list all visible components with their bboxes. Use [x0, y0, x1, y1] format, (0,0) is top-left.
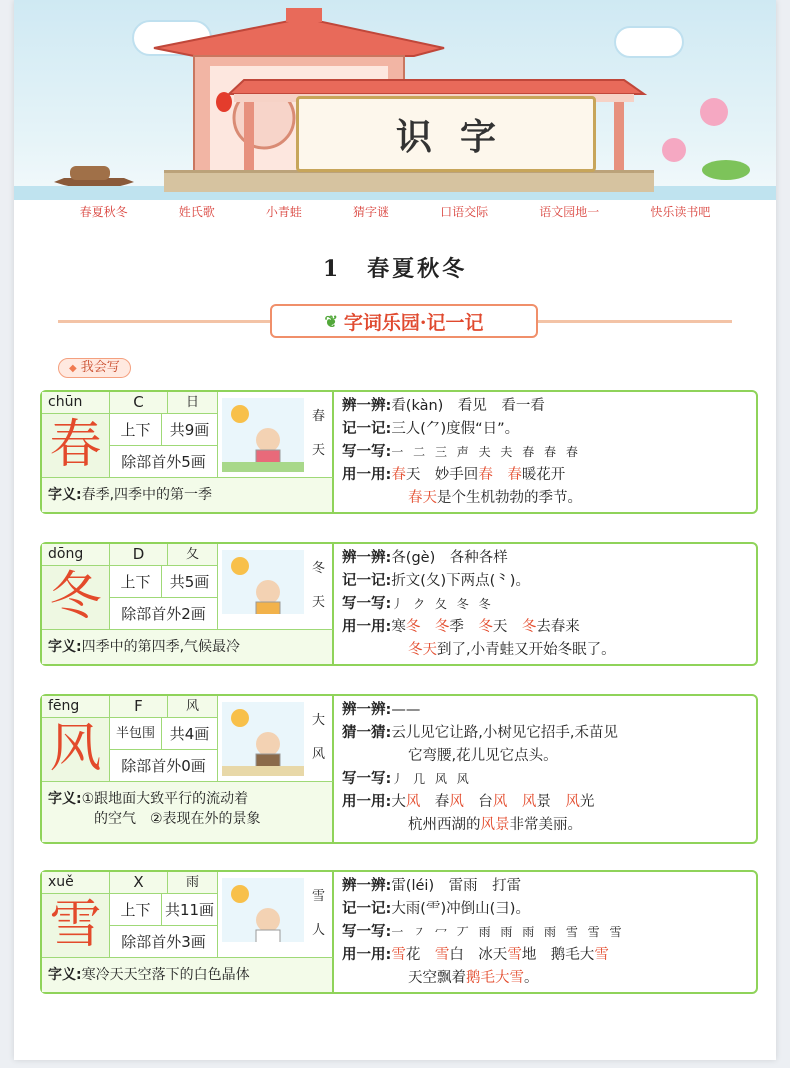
memorize-row — [342, 418, 752, 441]
nav-item[interactable]: 春夏秋冬 — [79, 205, 128, 219]
distinguish-row-label: 辨一辨: — [342, 398, 392, 414]
usage-highlight: 春 — [391, 467, 406, 483]
usage-highlight: 冬 — [405, 619, 421, 635]
usage-highlight: 雪 — [391, 947, 406, 963]
section-header — [270, 304, 538, 338]
usage-sentence — [342, 967, 752, 990]
usage-highlight: 雪 — [594, 947, 609, 963]
usage-highlight: 春天 — [408, 490, 437, 506]
bridge — [164, 170, 654, 192]
illustration-icon — [218, 872, 308, 956]
usage-text: 景 — [536, 794, 566, 810]
section-title: 字词乐园·记一记 — [343, 311, 484, 334]
usage-highlight: 春 — [507, 467, 522, 483]
main-character: 冬 — [42, 566, 110, 630]
picture-caption: 雪人 — [312, 889, 326, 938]
definition — [42, 958, 334, 992]
radical: 风 — [168, 696, 218, 718]
capital-letter: C — [110, 392, 168, 414]
illustration-image — [218, 872, 334, 958]
textbook-page — [14, 0, 776, 1060]
usage-text — [493, 467, 508, 483]
usage-highlight: 风景 — [480, 817, 510, 833]
divider — [538, 320, 732, 323]
picture-caption: 春天 — [312, 409, 326, 458]
nav-item[interactable]: 猜字谜 — [352, 205, 389, 219]
radical: 雨 — [168, 872, 218, 894]
illustration-image — [218, 392, 334, 478]
character-info-panel — [42, 544, 334, 664]
usage-highlight: 冬天 — [408, 642, 437, 658]
usage-row — [342, 464, 752, 487]
usage-highlight: 雪 — [434, 947, 450, 963]
practice-panel — [342, 395, 752, 510]
distinguish-row-label: 辨一辨: — [342, 878, 392, 894]
usage-highlight: 风 — [492, 794, 508, 810]
structure: 半包围 — [110, 718, 162, 750]
illustration-icon — [218, 544, 308, 628]
usage-label: 用一用: — [342, 467, 392, 483]
stroke-count: 共5画 — [162, 566, 218, 598]
stroke-order-row — [342, 593, 752, 616]
memorize-row-label: 记一记: — [342, 901, 392, 917]
stroke-count: 共4画 — [162, 718, 218, 750]
lesson-name: 春夏秋冬 — [367, 256, 468, 282]
riddle-row — [342, 722, 752, 745]
unit-title-plaque — [296, 96, 596, 172]
banner — [14, 0, 776, 200]
distinguish-row — [342, 547, 752, 570]
usage-highlight: 风 — [405, 794, 421, 810]
main-character: 春 — [42, 414, 110, 478]
usage-text: 是个生机勃勃的季节。 — [437, 490, 582, 506]
stroke-order-row — [342, 768, 752, 791]
memorize-row-label: 记一记: — [342, 573, 392, 589]
usage-highlight: 冬 — [434, 619, 450, 635]
divider — [58, 320, 270, 323]
riddle-row-text: 云儿见它让路,小树见它招手,禾苗见 — [391, 725, 619, 741]
definition-label: 字义: — [48, 639, 82, 655]
definition-label: 字义: — [48, 791, 82, 807]
pinyin: xuě — [42, 872, 110, 894]
main-character: 雪 — [42, 894, 110, 958]
stroke-order-row-text: 丿 ク 夂 冬 冬 — [391, 597, 494, 611]
memorize-row-text: 折文(夂)下两点(⺀)。 — [391, 573, 530, 589]
definition — [42, 478, 334, 512]
illustration-image — [218, 544, 334, 630]
distinguish-row-label: 辨一辨: — [342, 550, 392, 566]
main-character: 风 — [42, 718, 110, 782]
usage-text: 天 妙手回 — [405, 467, 479, 483]
distinguish-row-label: 辨一辨: — [342, 702, 392, 718]
stroke-count: 共9画 — [162, 414, 218, 446]
usage-text: 光 — [579, 794, 595, 810]
practice-panel — [342, 699, 752, 837]
structure: 上下 — [110, 894, 162, 926]
definition-label: 字义: — [48, 967, 82, 983]
usage-label: 用一用: — [342, 947, 392, 963]
stroke-order-row-label: 写一写: — [342, 596, 392, 612]
definition — [42, 630, 334, 664]
nav-item[interactable]: 口语交际 — [440, 205, 489, 219]
distinguish-row — [342, 699, 752, 722]
usage-text: 去春来 — [536, 619, 580, 635]
distinguish-row — [342, 875, 752, 898]
pinyin: dōng — [42, 544, 110, 566]
memorize-row-text: 三人(⺈)度假“日”。 — [391, 421, 520, 437]
usage-row — [342, 944, 752, 967]
illustration-image — [218, 696, 334, 782]
riddle-row-label: 猜一猜: — [342, 725, 392, 741]
stroke-order-row-label: 写一写: — [342, 771, 392, 787]
usage-highlight: 风 — [449, 794, 464, 810]
capital-letter: F — [110, 696, 168, 718]
usage-text: 寒 — [391, 619, 406, 635]
usage-highlight: 雪 — [507, 947, 522, 963]
usage-text: 大 — [391, 794, 406, 810]
lesson-nav — [14, 203, 776, 225]
radical: 日 — [168, 392, 218, 414]
nav-item[interactable]: 姓氏歌 — [178, 205, 215, 219]
usage-highlight: 冬 — [478, 619, 493, 635]
definition-line2: 的空气 ②表现在外的景象 — [94, 811, 261, 827]
usage-text: 花 — [405, 947, 435, 963]
pinyin: chūn — [42, 392, 110, 414]
stroke-order-row — [342, 441, 752, 464]
character-info-panel — [42, 392, 334, 512]
usage-row — [342, 616, 752, 639]
usage-text: 。 — [524, 970, 539, 986]
usage-label: 用一用: — [342, 619, 392, 635]
usage-text: 天 — [492, 619, 522, 635]
subsection-tag: ◆ 我会写 — [58, 358, 131, 378]
nav-item[interactable]: 小青蛙 — [265, 205, 302, 219]
usage-text — [507, 794, 522, 810]
usage-row — [342, 791, 752, 814]
character-card — [40, 870, 758, 994]
character-card — [40, 694, 758, 844]
usage-highlight: 风 — [565, 794, 580, 810]
picture-caption: 大风 — [312, 713, 326, 762]
structure: 上下 — [110, 414, 162, 446]
usage-text: 非常美丽。 — [509, 817, 582, 833]
stroke-order-row-text: 丿 几 风 风 — [391, 772, 472, 786]
leaf-icon: ❦ — [324, 311, 338, 331]
usage-text: 到了,小青蛙又开始冬眠了。 — [437, 642, 616, 658]
stroke-order-row-label: 写一写: — [342, 444, 392, 460]
character-info-panel — [42, 696, 334, 827]
character-info-panel — [42, 872, 334, 992]
usage-text: 天空飘着 — [408, 970, 466, 986]
definition — [42, 782, 334, 842]
stroke-order-row — [342, 921, 752, 944]
practice-panel — [342, 875, 752, 990]
memorize-row-text: 大雨(⻗)冲倒山(彐)。 — [391, 901, 530, 917]
stroke-count: 共11画 — [162, 894, 218, 926]
illustration-icon — [218, 392, 308, 476]
distinguish-row-text: —— — [391, 702, 421, 718]
definition-text: 四季中的第四季,气候最冷 — [81, 639, 241, 655]
distinguish-row — [342, 395, 752, 418]
extra-strokes: 除部首外2画 — [110, 598, 218, 630]
stroke-order-row-text: 一 二 三 声 夫 夫 春 春 春 — [391, 445, 581, 459]
usage-sentence — [342, 814, 752, 837]
usage-text — [420, 619, 435, 635]
lesson-title — [14, 252, 776, 283]
definition-text: 春季,四季中的第一季 — [81, 487, 213, 503]
illustration-icon — [218, 696, 308, 780]
extra-strokes: 除部首外0画 — [110, 750, 218, 782]
capital-letter: X — [110, 872, 168, 894]
memorize-row — [342, 898, 752, 921]
capital-letter: D — [110, 544, 168, 566]
usage-label: 用一用: — [342, 794, 392, 810]
extra-strokes: 除部首外3画 — [110, 926, 218, 958]
pinyin: fēng — [42, 696, 110, 718]
unit-title: 识字 — [395, 115, 524, 158]
lesson-number: 1 — [322, 256, 342, 282]
memorize-row-label: 记一记: — [342, 421, 392, 437]
usage-sentence — [342, 639, 752, 662]
definition-text: 寒冷天天空落下的白色晶体 — [81, 967, 250, 983]
character-card — [40, 390, 758, 514]
practice-panel — [342, 547, 752, 662]
memorize-row — [342, 570, 752, 593]
usage-text: 地 鹅毛大 — [521, 947, 595, 963]
character-card — [40, 542, 758, 666]
radical: 夂 — [168, 544, 218, 566]
riddle-row-line2: 它弯腰,花儿见它点头。 — [408, 748, 558, 764]
usage-text: 白 冰天 — [449, 947, 508, 963]
extra-strokes: 除部首外5画 — [110, 446, 218, 478]
usage-highlight: 春 — [478, 467, 493, 483]
usage-highlight: 风 — [521, 794, 537, 810]
usage-text: 台 — [463, 794, 493, 810]
distinguish-row-text: 雷(léi) 雷雨 打雷 — [391, 878, 522, 894]
nav-item[interactable]: 语文园地一 — [539, 205, 600, 219]
distinguish-row-text: 各(gè) 各种各样 — [391, 550, 508, 566]
stroke-order-row-label: 写一写: — [342, 924, 392, 940]
usage-text: 季 — [449, 619, 479, 635]
definition-text: ①跟地面大致平行的流动着 — [81, 791, 249, 807]
distinguish-row-text: 看(kàn) 看见 看一看 — [391, 398, 545, 414]
structure: 上下 — [110, 566, 162, 598]
usage-text: 杭州西湖的 — [408, 817, 481, 833]
definition-label: 字义: — [48, 487, 82, 503]
stroke-order-row-text: 一 ㇇ 冖 丆 雨 雨 雨 雨 雪 雪 雪 — [391, 925, 625, 939]
usage-highlight: 鹅毛大雪 — [466, 970, 524, 986]
picture-caption: 冬天 — [312, 561, 326, 610]
nav-item[interactable]: 快乐读书吧 — [650, 205, 711, 219]
usage-text: 暖花开 — [521, 467, 566, 483]
usage-highlight: 冬 — [521, 619, 537, 635]
usage-text: 春 — [420, 794, 450, 810]
usage-sentence — [342, 487, 752, 510]
